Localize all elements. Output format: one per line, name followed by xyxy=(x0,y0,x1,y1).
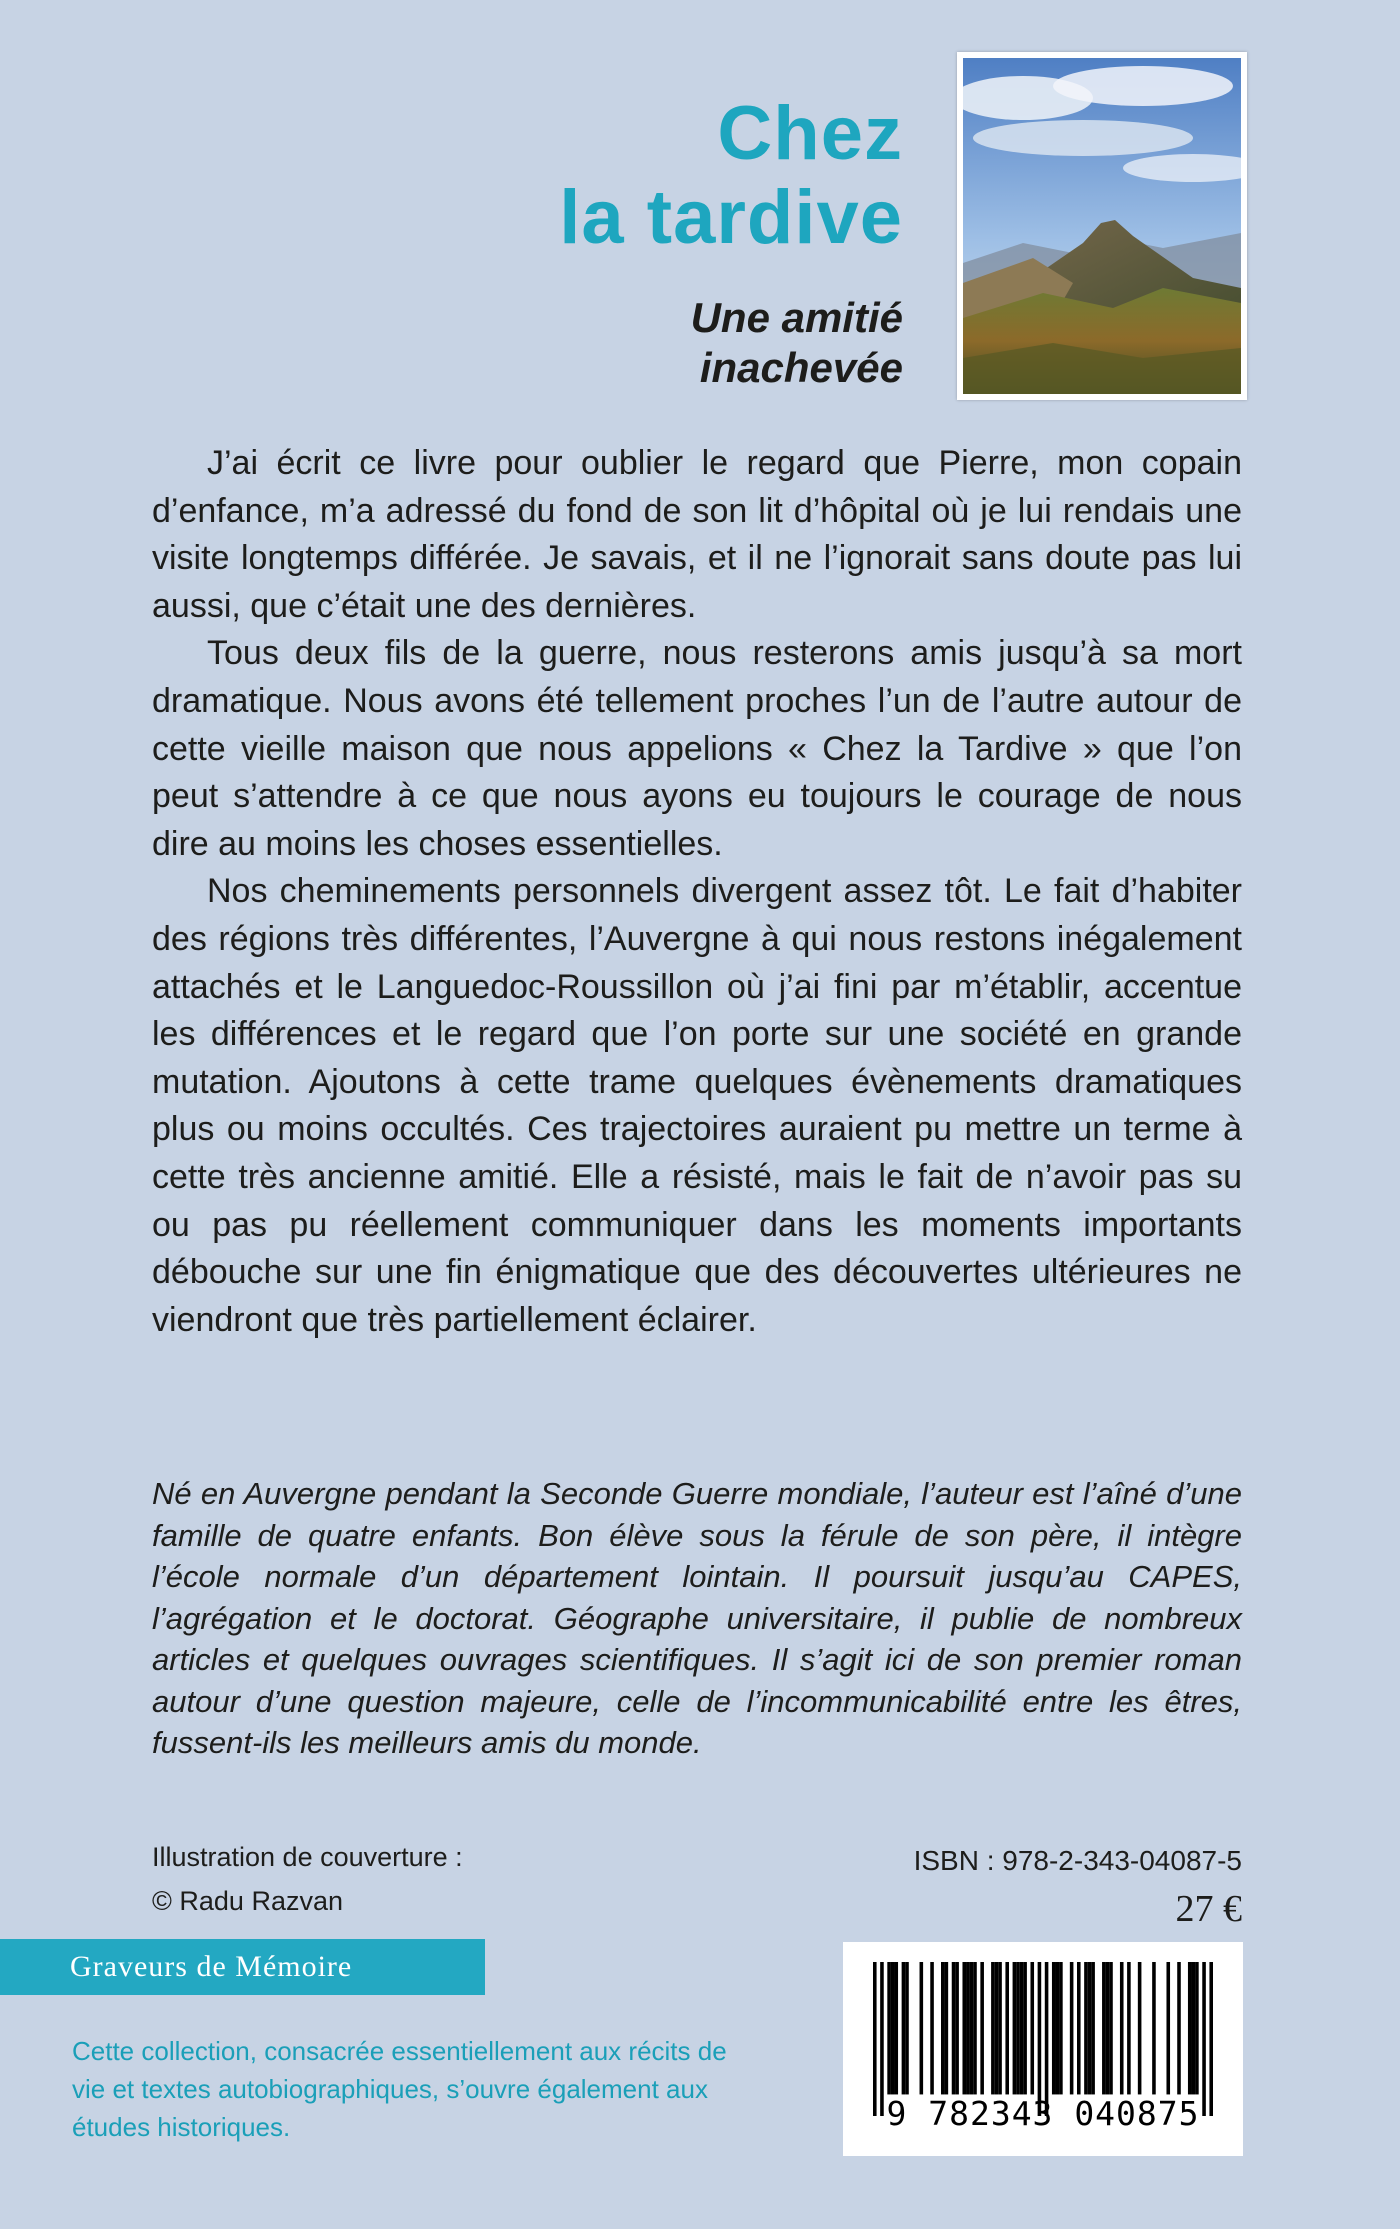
book-subtitle xyxy=(691,293,903,393)
barcode-bar xyxy=(962,1962,966,2094)
barcode-bar xyxy=(1005,1962,1009,2094)
barcode-bar xyxy=(1013,1962,1017,2094)
barcode-bar xyxy=(1052,1962,1056,2094)
barcode-bars xyxy=(873,1962,1213,2116)
barcode-bar xyxy=(1195,1962,1199,2094)
barcode-bar xyxy=(1020,1962,1024,2094)
barcode-bar xyxy=(1030,1962,1034,2094)
title-line-1: Chez xyxy=(717,91,903,176)
barcode-bar xyxy=(945,1962,949,2094)
barcode-bar xyxy=(1059,1962,1063,2094)
barcode-bar xyxy=(1192,1962,1196,2094)
barcode-bar xyxy=(1102,1962,1106,2094)
barcode-bar xyxy=(905,1962,909,2094)
title-line-2: la tardive xyxy=(559,175,903,260)
barcode-bar xyxy=(1088,1962,1092,2094)
barcode xyxy=(843,1942,1243,2156)
barcode-bar xyxy=(1138,1962,1142,2094)
back-cover-summary xyxy=(152,440,1242,1344)
illustration-credit-label: Illustration de couverture : xyxy=(152,1842,463,1872)
barcode-bar xyxy=(995,1962,999,2094)
barcode-bar xyxy=(1152,1962,1156,2094)
barcode-bar xyxy=(998,1962,1002,2094)
barcode-bar xyxy=(1016,1962,1020,2094)
barcode-bar xyxy=(1070,1962,1074,2094)
barcode-bar xyxy=(1166,1962,1170,2094)
barcode-bar xyxy=(891,1962,895,2094)
cover-photo-mountain xyxy=(957,52,1247,400)
barcode-right-group: 040875 xyxy=(1074,2094,1200,2133)
barcode-bar xyxy=(1209,1962,1213,2116)
barcode-lead-digit: 9 xyxy=(886,2094,908,2133)
barcode-bar xyxy=(1109,1962,1113,2094)
barcode-left-group: 782343 xyxy=(928,2094,1054,2133)
barcode-bar xyxy=(955,1962,959,2094)
barcode-bar xyxy=(1077,1962,1081,2094)
barcode-bar xyxy=(920,1962,924,2094)
collection-description: Cette collection, consacrée essentiellement aux récits de vie et textes autobiographiques, s’ouvre également aux études historiques. xyxy=(72,2036,727,2142)
barcode-bar xyxy=(952,1962,956,2094)
barcode-bar xyxy=(880,1962,884,2116)
barcode-bar xyxy=(1120,1962,1124,2094)
barcode-bar xyxy=(970,1962,974,2094)
collection-banner xyxy=(0,1939,485,1995)
barcode-bar xyxy=(973,1962,977,2094)
barcode-bar xyxy=(1091,1962,1095,2094)
subtitle-line-2: inachevée xyxy=(699,344,903,391)
barcode-bar xyxy=(1084,1962,1088,2094)
book-title xyxy=(559,92,903,260)
barcode-bar xyxy=(902,1962,906,2094)
barcode-bar xyxy=(1038,1962,1042,2116)
author-bio: Né en Auvergne pendant la Seconde Guerre mondiale, l’auteur est l’aîné d’une famille de quatre enfants. Bon élève sous la férule de son père, il intègre l’école normale d’un département lointain. Il poursuit jusqu’au CAPES, l’agrégation et le doctorat. Géographe universitaire, il publie de nombreux articles et quelques ouvrages scientifiques. Il s’agit ici de son premier roman autour d’une question majeure, celle de l’incommunicabilité entre les êtres, fussent-ils les meilleurs amis du monde. xyxy=(152,1476,1242,1760)
barcode-bar xyxy=(887,1962,891,2094)
barcode-bar xyxy=(930,1962,934,2094)
summary-paragraph-2: Tous deux fils de la guerre, nous resterons amis jusqu’à sa mort dramatique. Nous avons été tellement proches l’un de l’autre autour de cette vieille maison que nous appelions « Chez la Tardive » que l’on peut s’attendre à ce que nous ayons eu toujours le courage de nous dire au moins les choses essentielles. xyxy=(152,634,1242,863)
barcode-bar xyxy=(1023,1962,1027,2094)
collection-name: Graveurs de Mémoire xyxy=(70,1950,353,1983)
summary-paragraph-1: J’ai écrit ce livre pour oublier le regard que Pierre, mon copain d’enfance, m’a adressé du fond de son lit d’hôpital où je lui rendais une visite longtemps différée. Je savais, et il ne l’ignorait sans doute pas lui aussi, que c’était une des dernières. xyxy=(152,444,1242,625)
isbn: ISBN : 978-2-343-04087-5 xyxy=(913,1845,1242,1876)
barcode-bar xyxy=(1177,1962,1181,2094)
barcode-bar xyxy=(966,1962,970,2094)
barcode-bar xyxy=(941,1962,945,2094)
barcode-bar xyxy=(1056,1962,1060,2094)
barcode-bar xyxy=(873,1962,877,2116)
barcode-bar xyxy=(894,1962,898,2094)
illustration-credit xyxy=(152,1835,463,1923)
barcode-bar xyxy=(1127,1962,1131,2094)
barcode-digits xyxy=(843,2094,1243,2134)
price: 27 € xyxy=(1175,1888,1242,1930)
barcode-bar xyxy=(991,1962,995,2094)
barcode-bar xyxy=(1188,1962,1192,2094)
illustration-credit-name: © Radu Razvan xyxy=(152,1886,343,1916)
barcode-bar xyxy=(980,1962,984,2094)
barcode-bar xyxy=(1045,1962,1049,2116)
barcode-bar xyxy=(1202,1962,1206,2116)
subtitle-line-1: Une amitié xyxy=(690,294,903,341)
barcode-bar xyxy=(1106,1962,1110,2094)
summary-paragraph-3: Nos cheminements personnels divergent assez tôt. Le fait d’habiter des régions très différentes, l’Auvergne à qui nous restons inégalement attachés et le Languedoc-Roussillon où j’ai fini par m’établir, accentue les différences et le regard que l’on porte sur une société en grande mutation. Ajoutons à cette trame quelques évènements dramatiques plus ou moins occultés. Ces trajectoires auraient pu mettre un terme à cette très ancienne amitié. Elle a résisté, mais le fait de n’avoir pas su ou pas pu réellement communiquer dans les moments importants débouche sur une fin énigmatique que des découvertes ultérieures ne viendront que très partiellement éclairer. xyxy=(152,872,1242,1339)
